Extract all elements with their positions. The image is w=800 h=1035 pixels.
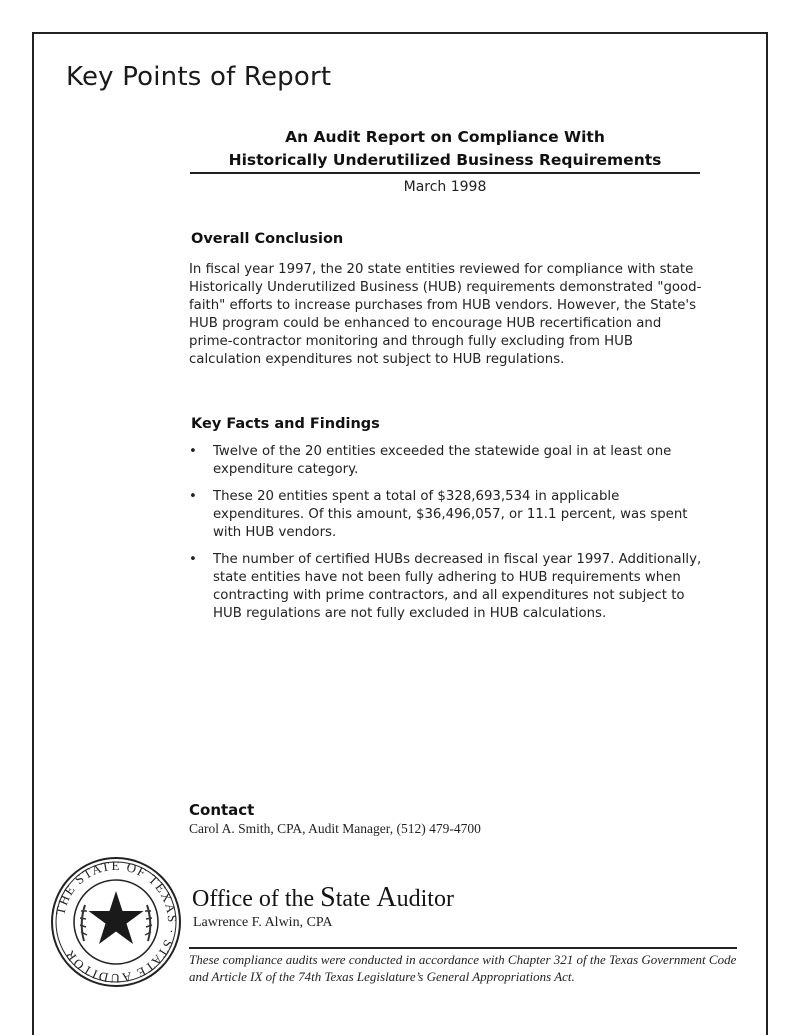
key-facts-heading: Key Facts and Findings bbox=[191, 416, 380, 432]
office-name-part: Office of the bbox=[192, 886, 321, 912]
bullet-icon: • bbox=[189, 489, 197, 504]
overall-conclusion-text: In fiscal year 1997, the 20 state entities reviewed for compliance with state Historically Underutilized Business (HUB) requirements demonstrated "good-faith" efforts to increase purchases from HUB vendors. However, the State's HUB program could be enhanced to encourage HUB recertification and prime-contractor monitoring and through fully excluding from HUB calculation expenditures not subject to HUB regulations. bbox=[189, 262, 702, 367]
key-fact-item bbox=[189, 443, 709, 479]
office-name-initial: A bbox=[376, 882, 397, 913]
title-rule bbox=[190, 172, 700, 174]
office-name-part: uditor bbox=[396, 886, 454, 912]
key-facts-list bbox=[189, 443, 709, 632]
report-title bbox=[190, 126, 700, 172]
report-title-line-1: An Audit Report on Compliance With bbox=[285, 128, 605, 146]
seal-text: THE STATE OF TEXAS · STATE AUDITOR bbox=[52, 857, 181, 987]
footer-rule bbox=[189, 947, 737, 949]
report-date: March 1998 bbox=[403, 179, 487, 195]
state-auditor-seal-icon bbox=[49, 855, 183, 989]
office-name bbox=[192, 882, 454, 914]
page-heading: Key Points of Report bbox=[66, 62, 332, 92]
office-name-part: tate bbox=[335, 886, 377, 912]
contact-line: Carol A. Smith, CPA, Audit Manager, (512) 479-4700 bbox=[189, 821, 481, 836]
key-fact-item bbox=[189, 488, 709, 542]
contact-heading: Contact bbox=[189, 801, 255, 819]
auditor-name: Lawrence F. Alwin, CPA bbox=[193, 915, 333, 930]
key-fact-item bbox=[189, 551, 709, 623]
footer-note: These compliance audits were conducted in accordance with Chapter 321 of the Texas Government Code and Article IX of the 74th Texas Legislature’s General Appropriations Act. bbox=[189, 952, 737, 984]
office-name-initial: S bbox=[320, 882, 336, 913]
key-fact-text: The number of certified HUBs decreased in fiscal year 1997. Additionally, state entities have not been fully adhering to HUB requirements when contracting with prime contractors, and all expenditures not subject to HUB regulations are not fully excluded in HUB calculations. bbox=[213, 552, 702, 621]
overall-conclusion-heading: Overall Conclusion bbox=[191, 231, 344, 247]
bullet-icon: • bbox=[189, 552, 197, 567]
report-title-line-2: Historically Underutilized Business Requirements bbox=[228, 151, 662, 169]
key-fact-text: These 20 entities spent a total of $328,693,534 in applicable expenditures. Of this amount, $36,496,057, or 11.1 percent, was spent with HUB vendors. bbox=[213, 489, 688, 540]
key-fact-text: Twelve of the 20 entities exceeded the statewide goal in at least one expenditure category. bbox=[213, 444, 672, 477]
bullet-icon: • bbox=[189, 444, 197, 459]
